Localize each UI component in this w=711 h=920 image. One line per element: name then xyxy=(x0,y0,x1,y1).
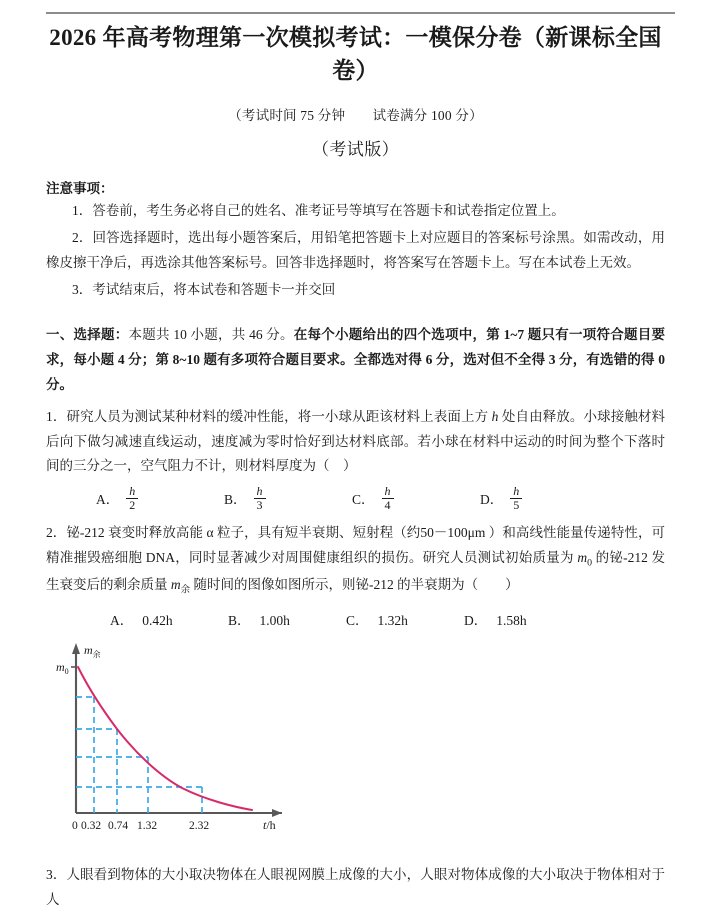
question-2-figure xyxy=(46,635,665,845)
option-b-fraction xyxy=(254,485,266,511)
section-label: 一、选择题： xyxy=(46,326,129,342)
question-2-option-b[interactable] xyxy=(228,609,346,629)
question-1-option-b[interactable] xyxy=(224,485,352,511)
page-title: 2026 年高考物理第一次模拟考试：一模保分卷（新课标全国卷） xyxy=(49,25,662,83)
notice-heading: 注意事项： xyxy=(46,181,114,197)
question-1-text-b: 处自由释放。小球接触材料后向下做匀减速直线运动，速度减为零时恰好到达材料底部。若小球在材料中运动的时间为整个下落时间的三分之一，空气阻力不计，则材料厚度为（ ） xyxy=(46,408,666,474)
x-tick-label-2: 0.74 xyxy=(108,819,129,832)
decay-curve-line xyxy=(78,667,252,810)
question-2-variable-m0: m xyxy=(577,550,588,565)
option-c-fraction xyxy=(382,485,394,511)
question-2-option-a[interactable] xyxy=(110,609,228,629)
question-2-options xyxy=(46,609,665,629)
x-axis-arrowhead xyxy=(272,809,282,817)
notice-item-2: 2．回答选择题时，选出每小题答案后，用铅笔把答题卡上对应题目的答案标号涂黑。如需改动，用橡皮擦干净后，再选涂其他答案标号。回答非选择题时，将答案写在答题卡上。写在本试卷上无效。 xyxy=(46,230,665,270)
option-d-value: 1.58h xyxy=(496,612,527,628)
question-2-variable-m0-sub: 0 xyxy=(587,557,593,569)
option-b-letter: B． xyxy=(224,492,247,508)
question-2-variable-mr-sub: 余 xyxy=(180,585,191,596)
question-2-text-a: 铋-212 衰变时释放高能 α 粒子，具有短半衰期、短射程（约50－100μm ）和高线性能量传递特性，可精准摧毁癌细胞 DNA，同时显著减少对周围健康组织的损伤。研究人员测试初始质量为 xyxy=(46,525,665,565)
question-1-option-a[interactable] xyxy=(96,485,224,511)
question-1-text-a: 研究人员为测试某种材料的缓冲性能，将一小球从距该材料上表面上方 xyxy=(66,408,492,424)
question-3-number: 3． xyxy=(46,866,67,882)
x-tick-label-1: 0.32 xyxy=(81,819,102,832)
option-a-value: 0.42h xyxy=(142,612,173,628)
question-2-number: 2． xyxy=(46,525,67,541)
question-2-option-c[interactable] xyxy=(346,609,464,629)
x-tick-label-0: 0 xyxy=(72,819,78,832)
question-1-stem xyxy=(46,405,665,479)
decay-curve-chart xyxy=(54,635,304,840)
option-a-fraction xyxy=(126,485,138,511)
question-3-stem xyxy=(46,863,665,913)
option-c-letter: C． xyxy=(352,492,375,508)
option-d-denominator: 5 xyxy=(510,498,522,511)
question-2-text-b: 的铋-212 发生衰变后的剩余质量 xyxy=(46,550,666,592)
option-c-value: 1.32h xyxy=(377,612,408,628)
exam-meta: （考试时间 75 分钟 试卷满分 100 分） xyxy=(228,108,483,124)
header-divider xyxy=(46,12,675,14)
question-1-option-d[interactable] xyxy=(480,485,608,511)
exam-version: （考试版） xyxy=(312,140,399,160)
option-a-denominator: 2 xyxy=(126,498,138,511)
option-b-letter: B． xyxy=(228,612,251,628)
question-2-text-c: 随时间的图像如图所示，则铋-212 的半衰期为（ ） xyxy=(190,576,519,592)
notice-item-1: 1．答卷前，考生务必将自己的姓名、准考证号等填写在答题卡和试卷指定位置上。 xyxy=(72,203,565,219)
section-heading-choice xyxy=(46,322,665,398)
y-axis-arrowhead xyxy=(72,643,80,654)
option-d-letter: D． xyxy=(464,612,488,628)
option-c-letter: C． xyxy=(346,612,369,628)
question-1-options xyxy=(46,485,665,511)
chart-y-origin-label: $m_0$ xyxy=(56,659,69,676)
question-3-text: 人眼看到物体的大小取决物体在人眼视网膜上成像的大小，人眼对物体成像的大小取决于物体相对于人 xyxy=(46,866,666,907)
option-c-denominator: 4 xyxy=(382,498,394,511)
question-1-variable-h: h xyxy=(491,408,499,424)
chart-x-axis-label: t/h xyxy=(263,817,276,832)
question-1-option-c[interactable] xyxy=(352,485,480,511)
option-b-numerator: h xyxy=(256,484,263,499)
question-2-variable-mr: m xyxy=(170,576,181,592)
question-1-number: 1． xyxy=(46,408,67,424)
x-tick-label-3: 1.32 xyxy=(137,819,158,832)
option-c-numerator: h xyxy=(384,484,391,499)
option-d-fraction xyxy=(510,485,522,511)
option-d-letter: D． xyxy=(480,492,504,508)
notice-item-3: 3．考试结束后，将本试卷和答题卡一并交回 xyxy=(72,281,336,297)
option-d-numerator: h xyxy=(513,484,520,499)
chart-y-axis-label: $m_余$ xyxy=(84,642,101,659)
question-2-stem xyxy=(46,521,665,600)
option-b-denominator: 3 xyxy=(254,498,266,511)
question-2-option-d[interactable] xyxy=(464,609,582,629)
option-a-numerator: h xyxy=(129,484,136,499)
x-tick-label-4: 2.32 xyxy=(189,819,210,832)
option-b-value: 1.00h xyxy=(259,612,290,628)
option-a-letter: A． xyxy=(96,492,120,508)
option-a-letter: A． xyxy=(110,612,134,628)
section-bold-text: 在每个小题给出的四个选项中，第 1~7 题只有一项符合题目要求，每小题 4 分；第 8~10 题有多项符合题目要求。全都选对得 6 分，选对但不全得 3 分，有选错的得 0 分。 xyxy=(46,326,666,393)
section-normal-text: 本题共 10 小题，共 46 分。 xyxy=(128,326,294,342)
